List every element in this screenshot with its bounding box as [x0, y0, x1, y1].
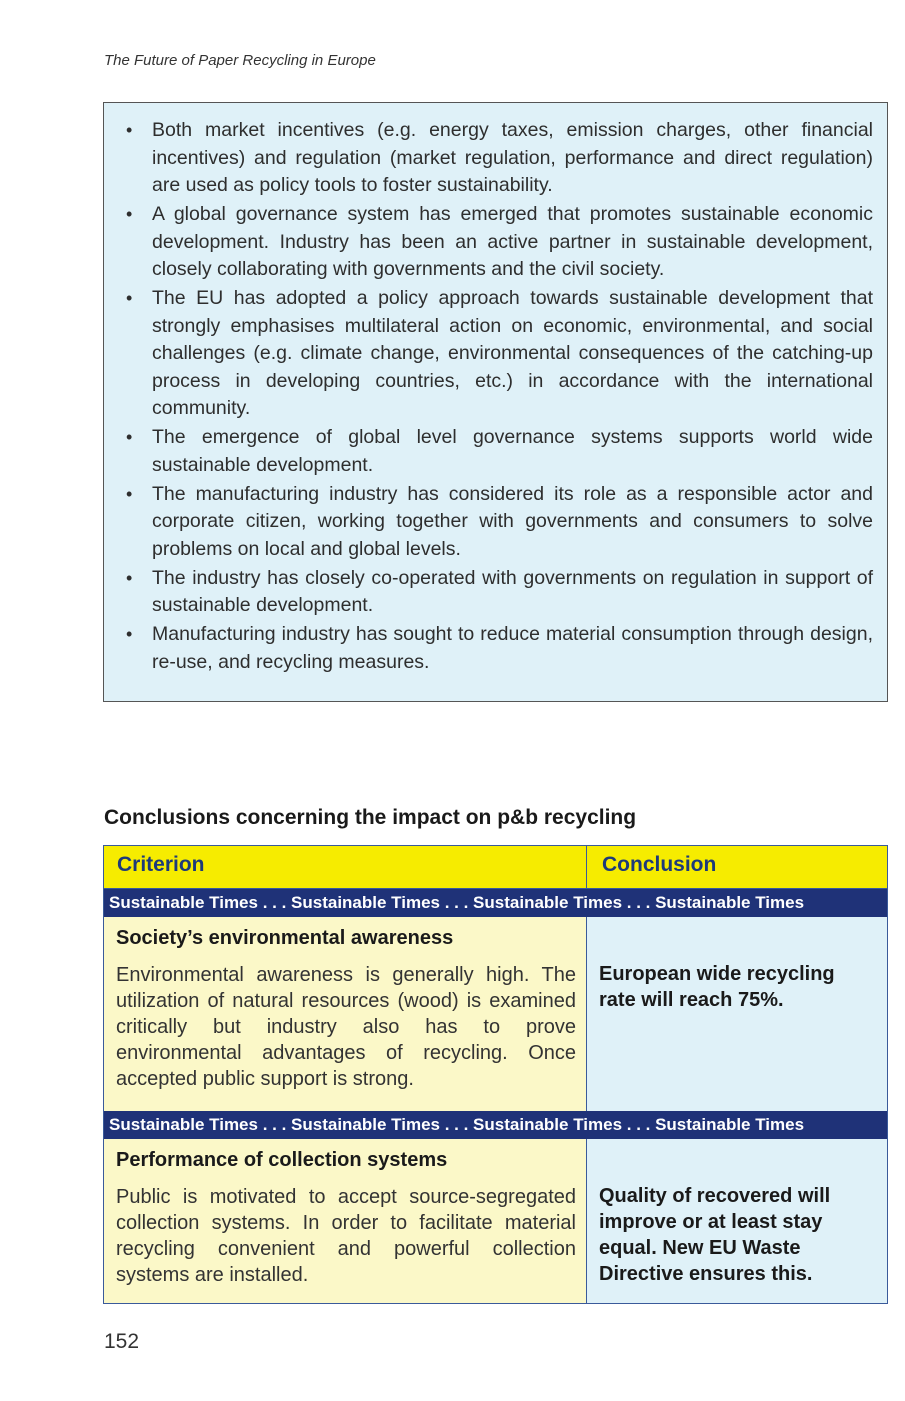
bullet-item: • The manufacturing industry has considered its role as a responsible actor and corporate citizen, working together with governments and consumers to solve problems on local and global levels. — [126, 481, 873, 564]
criterion-text: Public is motivated to accept source-segregated collection systems. In order to facilitate material recycling convenient and powerful collection systems are installed. — [116, 1186, 576, 1286]
bullet-item: • The EU has adopted a policy approach towards sustainable development that strongly emphasises multilateral action on economic, environmental, and social challenges (e.g. climate change, environmental consequences of the catching-up process in developing countries, etc.) in accordance with the international community. — [126, 285, 873, 423]
key-points-box — [103, 102, 888, 702]
header-conclusion: Conclusion — [602, 853, 717, 876]
criterion-cell — [104, 917, 587, 1111]
running-head: The Future of Paper Recycling in Europe — [104, 52, 376, 69]
table-row — [104, 917, 887, 1111]
page-number: 152 — [104, 1330, 140, 1353]
conclusion-cell: European wide recycling rate will reach 75%. — [587, 917, 887, 1111]
header-criterion: Criterion — [104, 846, 587, 888]
sustainable-times-band: Sustainable Times . . . Sustainable Times . . . Sustainable Times . . . Sustainable Times — [104, 1111, 887, 1139]
criterion-title: Performance of collection systems — [116, 1149, 448, 1171]
bullet-item: • The emergence of global level governance systems supports world wide sustainable development. — [126, 424, 873, 479]
bullet-item: • Manufacturing industry has sought to reduce material consumption through design, re-use, and recycling measures. — [126, 621, 873, 676]
criterion-text: Environmental awareness is generally high. The utilization of natural resources (wood) is examined critically but industry also has to prove environmental advantages of recycling. Once accepted public support is strong. — [116, 964, 576, 1090]
sustainable-times-band: Sustainable Times . . . Sustainable Times . . . Sustainable Times . . . Sustainable Times — [104, 889, 887, 917]
conclusions-table — [103, 845, 888, 1304]
bullet-item: • Both market incentives (e.g. energy taxes, emission charges, other financial incentives) and regulation (market regulation, performance and direct regulation) are used as policy tools to foster sustainability. — [126, 117, 873, 200]
bullet-item: • A global governance system has emerged that promotes sustainable economic development. Industry has been an active partner in sustainable development, closely collaborating with governments and the civil society. — [126, 201, 873, 284]
criterion-title: Society’s environmental awareness — [116, 927, 454, 949]
table-header — [104, 846, 887, 889]
bullet-item: • The industry has closely co-operated with governments on regulation in support of sustainable development. — [126, 565, 873, 620]
conclusion-cell: Quality of recovered will improve or at least stay equal. New EU Waste Directive ensures this. — [587, 1139, 887, 1303]
table-row — [104, 1139, 887, 1303]
bullet-list — [126, 117, 873, 676]
criterion-cell — [104, 1139, 587, 1303]
section-title: Conclusions concerning the impact on p&b recycling — [104, 806, 637, 829]
